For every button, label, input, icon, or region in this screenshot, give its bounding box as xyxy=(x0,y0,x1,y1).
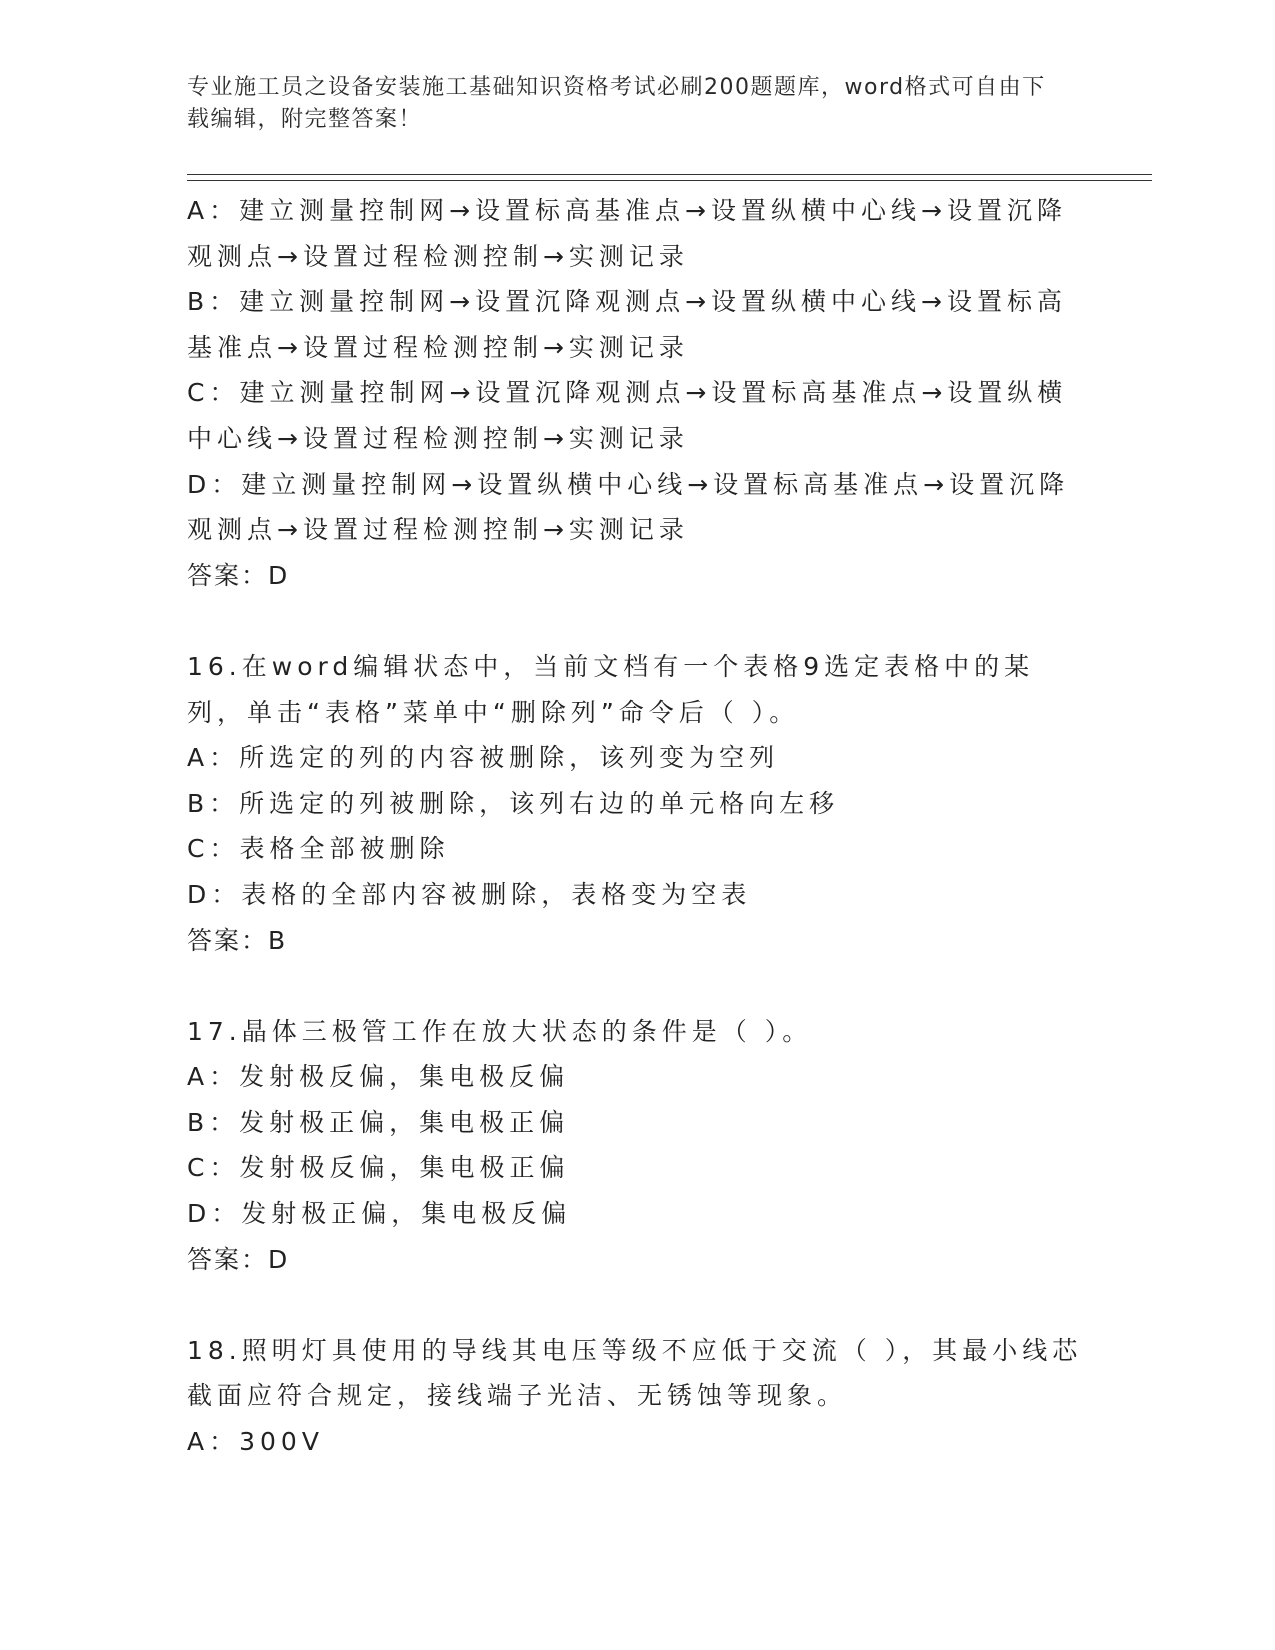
q17-option-c: C：发射极反偏，集电极正偏 xyxy=(187,1153,570,1183)
header-rule-bottom xyxy=(187,180,1152,181)
document-header: 专业施工员之设备安装施工基础知识资格考试必刷200题题库，word格式可自由下载编辑，附完整答案！ xyxy=(187,75,1046,132)
q16-option-d: D：表格的全部内容被删除，表格变为空表 xyxy=(187,879,752,909)
q15-option-b: B：建立测量控制网→设置沉降观测点→设置纵横中心线→设置标高基准点→设置过程检测控制→实测记录 xyxy=(187,287,1067,362)
q16-stem: 16.在word编辑状态中，当前文档有一个表格9选定表格中的某列，单击“表格”菜单中“删除列”命令后（ ）。 xyxy=(187,651,1035,727)
q16-option-a: A：所选定的列的内容被删除，该列变为空列 xyxy=(187,743,780,773)
q17-option-d: D：发射极正偏，集电极反偏 xyxy=(187,1199,572,1229)
q15-option-a: A：建立测量控制网→设置标高基准点→设置纵横中心线→设置沉降观测点→设置过程检测控制→实测记录 xyxy=(187,196,1067,271)
header-rule-top xyxy=(187,174,1152,175)
question-content xyxy=(187,188,1087,1465)
q15-option-c: C：建立测量控制网→设置沉降观测点→设置标高基准点→设置纵横中心线→设置过程检测控制→实测记录 xyxy=(187,378,1068,453)
q17-option-b: B：发射极正偏，集电极正偏 xyxy=(187,1107,570,1137)
q18-option-a: A：300V xyxy=(187,1427,324,1457)
q15-option-d: D：建立测量控制网→设置纵横中心线→设置标高基准点→设置沉降观测点→设置过程检测控制→实测记录 xyxy=(187,469,1070,545)
q17-stem: 17.晶体三极管工作在放大状态的条件是（ ）。 xyxy=(187,1016,813,1046)
q16-answer: 答案：B xyxy=(187,925,288,955)
q17-answer: 答案：D xyxy=(187,1244,290,1274)
q15-answer: 答案：D xyxy=(187,560,290,590)
q16-option-c: C：表格全部被删除 xyxy=(187,834,450,864)
q17-option-a: A：发射极反偏，集电极反偏 xyxy=(187,1062,570,1092)
q16-option-b: B：所选定的列被删除，该列右边的单元格向左移 xyxy=(187,788,840,818)
q18-stem: 18.照明灯具使用的导线其电压等级不应低于交流（ ），其最小线芯截面应符合规定，接线端子光洁、无锈蚀等现象。 xyxy=(187,1335,1083,1411)
